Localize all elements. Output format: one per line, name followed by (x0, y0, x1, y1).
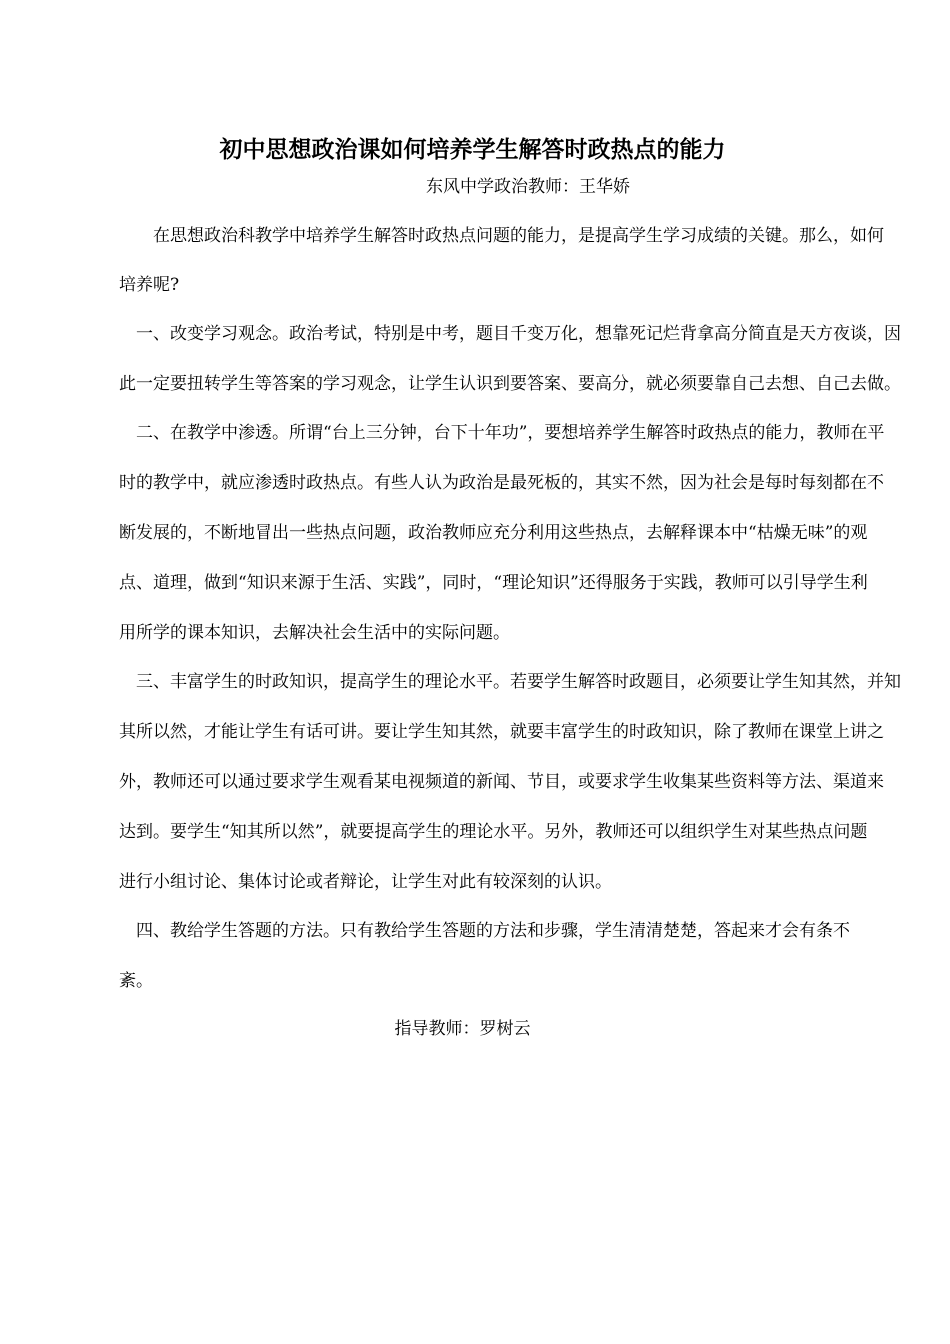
advisor-line: 指导教师：罗树云 (394, 1019, 531, 1039)
body-line: 紊。 (119, 971, 153, 991)
body-line: 一、改变学习观念。政治考试，特别是中考，题目千变万化，想靠死记烂背拿高分简直是天方夜谈，因 (119, 324, 901, 344)
body-line: 三、丰富学生的时政知识，提高学生的理论水平。若要学生解答时政题目，必须要让学生知其然，并知 (119, 672, 901, 692)
body-line: 达到。要学生“知其所以然”，就要提高学生的理论水平。另外，教师还可以组织学生对某些热点问题 (119, 822, 868, 842)
body-line: 其所以然，才能让学生有话可讲。要让学生知其然，就要丰富学生的时政知识，除了教师在课堂上讲之 (119, 722, 884, 742)
body-line: 二、在教学中渗透。所谓“台上三分钟，台下十年功”，要想培养学生解答时政热点的能力，教师在平 (119, 423, 885, 443)
author-line: 东风中学政治教师：王华娇 (426, 177, 630, 197)
body-line: 培养呢? (119, 275, 180, 295)
body-line: 时的教学中，就应渗透时政热点。有些人认为政治是最死板的，其实不然，因为社会是每时每刻都在不 (119, 473, 884, 493)
body-line: 在思想政治科教学中培养学生解答时政热点问题的能力，是提高学生学习成绩的关键。那么，如何 (119, 226, 884, 246)
body-line: 点、道理，做到“知识来源于生活、实践”，同时，“理论知识”还得服务于实践，教师可以引导学生利 (119, 573, 868, 593)
body-line: 断发展的，不断地冒出一些热点问题，政治教师应充分利用这些热点，去解释课本中“枯燥无味”的观 (119, 523, 868, 543)
body-line: 进行小组讨论、集体讨论或者辩论，让学生对此有较深刻的认识。 (119, 872, 612, 892)
body-line: 四、教给学生答题的方法。只有教给学生答题的方法和步骤，学生清清楚楚，答起来才会有条不 (119, 921, 850, 941)
document-title: 初中思想政治课如何培养学生解答时政热点的能力 (219, 136, 726, 163)
body-line: 外，教师还可以通过要求学生观看某电视频道的新闻、节目，或要求学生收集某些资料等方法、渠道来 (119, 772, 884, 792)
body-line: 此一定要扭转学生等答案的学习观念，让学生认识到要答案、要高分，就必须要靠自己去想、自己去做。 (119, 374, 901, 394)
body-line: 用所学的课本知识，去解决社会生活中的实际问题。 (119, 623, 510, 643)
